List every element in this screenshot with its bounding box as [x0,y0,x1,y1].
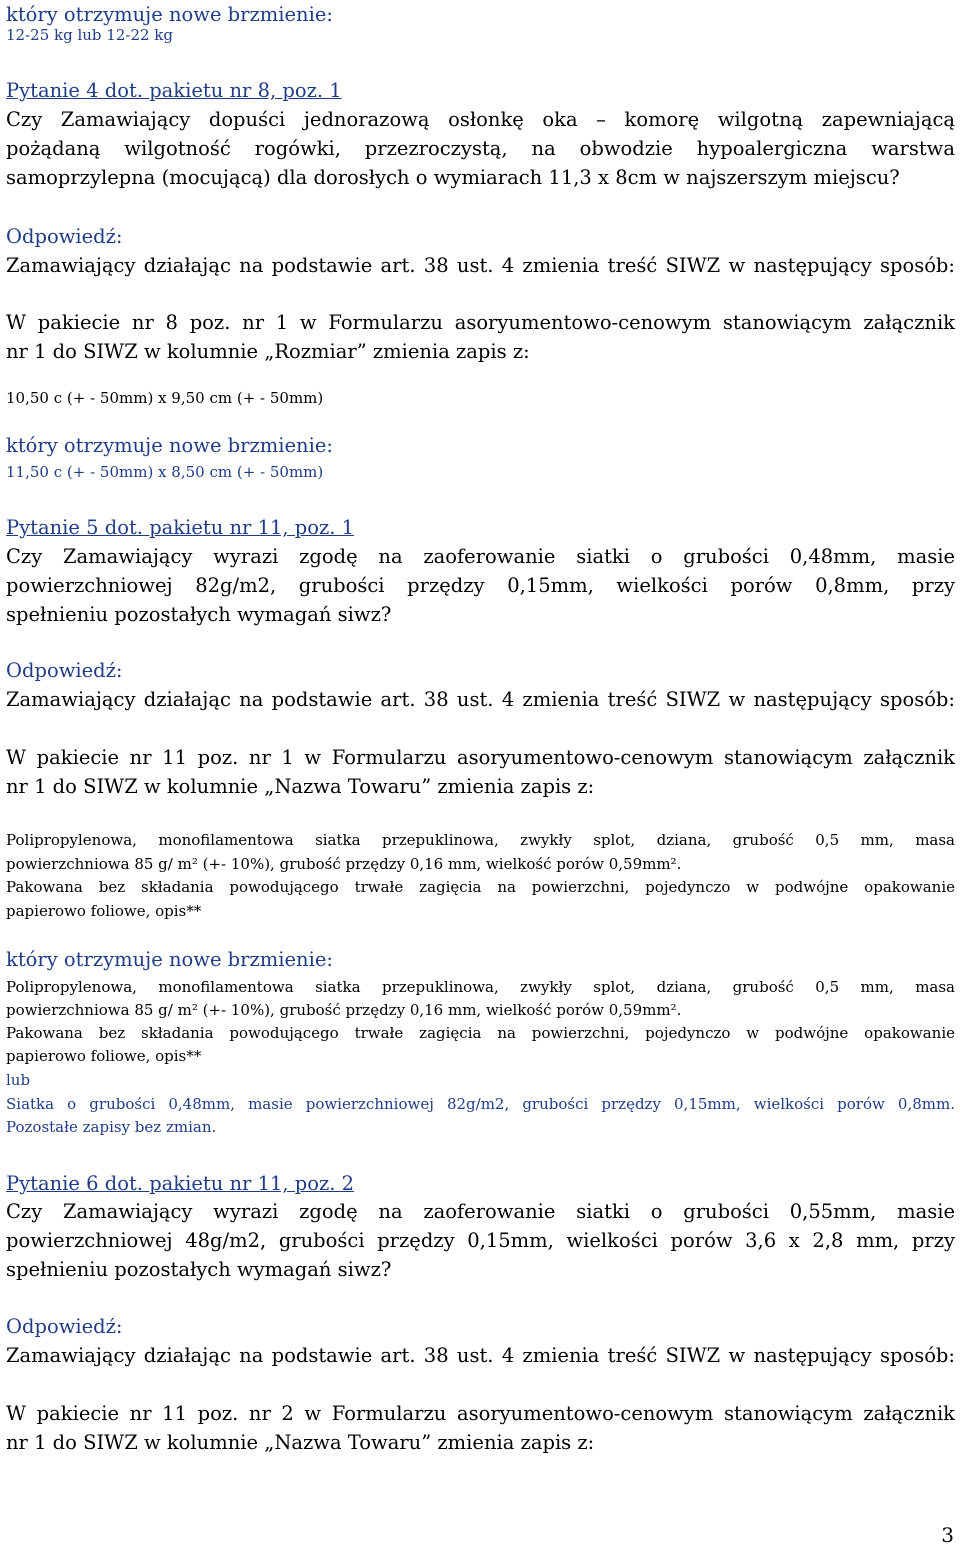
q6-change-line: nr 1 do SIWZ w kolumnie „Nazwa Towaru” zmienia zapis z: [6,1431,595,1454]
intro-value: 12-25 kg lub 12-22 kg [6,26,173,44]
page-number: 3 [941,1523,954,1547]
q5-alt-value: Siatka o grubości 0,48mm, masie powierzchniowej 82g/m2, grubości przędzy 0,15mm, wielkości porów 0,8mm. [6,1095,955,1113]
q6-answer-intro: Zamawiający działając na podstawie art. 38 ust. 4 zmienia treść SIWZ w następujący sposób: [6,1344,955,1367]
q5-heading: Pytanie 5 dot. pakietu nr 11, poz. 1 [6,516,355,539]
q5-question-line: Czy Zamawiający wyrazi zgodę na zaoferowanie siatki o grubości 0,48mm, masie [6,545,955,568]
q4-answer-intro: Zamawiający działając na podstawie art. 38 ust. 4 zmienia treść SIWZ w następujący sposób: [6,254,955,277]
new-wording-label: który otrzymuje nowe brzmienie: [6,3,333,26]
q5-question-line: powierzchniowej 82g/m2, grubości przędzy 0,15mm, wielkości porów 0,8mm, przy [6,574,955,597]
q6-change-line: W pakiecie nr 11 poz. nr 2 w Formularzu asoryumentowo-cenowym stanowiącym załącznik [6,1402,955,1425]
q4-change-line: W pakiecie nr 8 poz. nr 1 w Formularzu asoryumentowo-cenowym stanowiącym załącznik [6,311,955,334]
q4-new-wording-label: który otrzymuje nowe brzmienie: [6,434,333,457]
q5-new-value-line: powierzchniowa 85 g/ m² (+- 10%), grubość przędzy 0,16 mm, wielkość porów 0,59mm². [6,1001,682,1019]
q4-new-value: 11,50 c (+ - 50mm) x 8,50 cm (+ - 50mm) [6,463,324,481]
q5-answer-label: Odpowiedź: [6,659,123,682]
q6-question-line: powierzchniowej 48g/m2, grubości przędzy 0,15mm, wielkości porów 3,6 x 2,8 mm, przy [6,1229,955,1252]
q4-change-line: nr 1 do SIWZ w kolumnie „Rozmiar” zmienia zapis z: [6,340,530,363]
q6-heading: Pytanie 6 dot. pakietu nr 11, poz. 2 [6,1172,355,1195]
q4-question-line: pożądaną wilgotność rogówki, przezroczystą, na obwodzie hypoalergiczna warstwa [6,137,955,160]
q5-old-value-line: Pakowana bez składania powodującego trwałe zagięcia na powierzchni, pojedynczo w podwójne opakowanie [6,878,955,896]
q5-or-label: lub [6,1071,31,1089]
q5-change-line: W pakiecie nr 11 poz. nr 1 w Formularzu asoryumentowo-cenowym stanowiącym załącznik [6,746,955,769]
q5-old-value-line: Polipropylenowa, monofilamentowa siatka przepuklinowa, zwykły splot, dziana, grubość 0,5 mm, masa [6,831,955,849]
q5-change-line: nr 1 do SIWZ w kolumnie „Nazwa Towaru” zmienia zapis z: [6,775,595,798]
q4-question-line: samoprzylepna (mocującą) dla dorosłych o wymiarach 11,3 x 8cm w najszerszym miejscu? [6,166,900,189]
q4-heading: Pytanie 4 dot. pakietu nr 8, poz. 1 [6,79,342,102]
q5-new-value-line: Polipropylenowa, monofilamentowa siatka przepuklinowa, zwykły splot, dziana, grubość 0,5 mm, masa [6,978,955,996]
q5-new-value-line: Pakowana bez składania powodującego trwałe zagięcia na powierzchni, pojedynczo w podwójne opakowanie [6,1024,955,1042]
q5-question-line: spełnieniu pozostałych wymagań siwz? [6,603,392,626]
q5-remaining: Pozostałe zapisy bez zmian. [6,1118,217,1136]
q5-answer-intro: Zamawiający działając na podstawie art. 38 ust. 4 zmienia treść SIWZ w następujący sposób: [6,688,955,711]
q4-old-value: 10,50 c (+ - 50mm) x 9,50 cm (+ - 50mm) [6,389,324,407]
q5-old-value-line: powierzchniowa 85 g/ m² (+- 10%), grubość przędzy 0,16 mm, wielkość porów 0,59mm². [6,855,682,873]
q5-old-value-line: papierowo foliowe, opis** [6,902,202,920]
q4-question-line: Czy Zamawiający dopuści jednorazową osłonkę oka – komorę wilgotną zapewniającą [6,108,955,131]
q4-answer-label: Odpowiedź: [6,225,123,248]
q6-question-line: spełnieniu pozostałych wymagań siwz? [6,1258,392,1281]
q5-new-value-line: papierowo foliowe, opis** [6,1047,202,1065]
q6-answer-label: Odpowiedź: [6,1315,123,1338]
q6-question-line: Czy Zamawiający wyrazi zgodę na zaoferowanie siatki o grubości 0,55mm, masie [6,1200,955,1223]
q5-new-wording-label: który otrzymuje nowe brzmienie: [6,948,333,971]
